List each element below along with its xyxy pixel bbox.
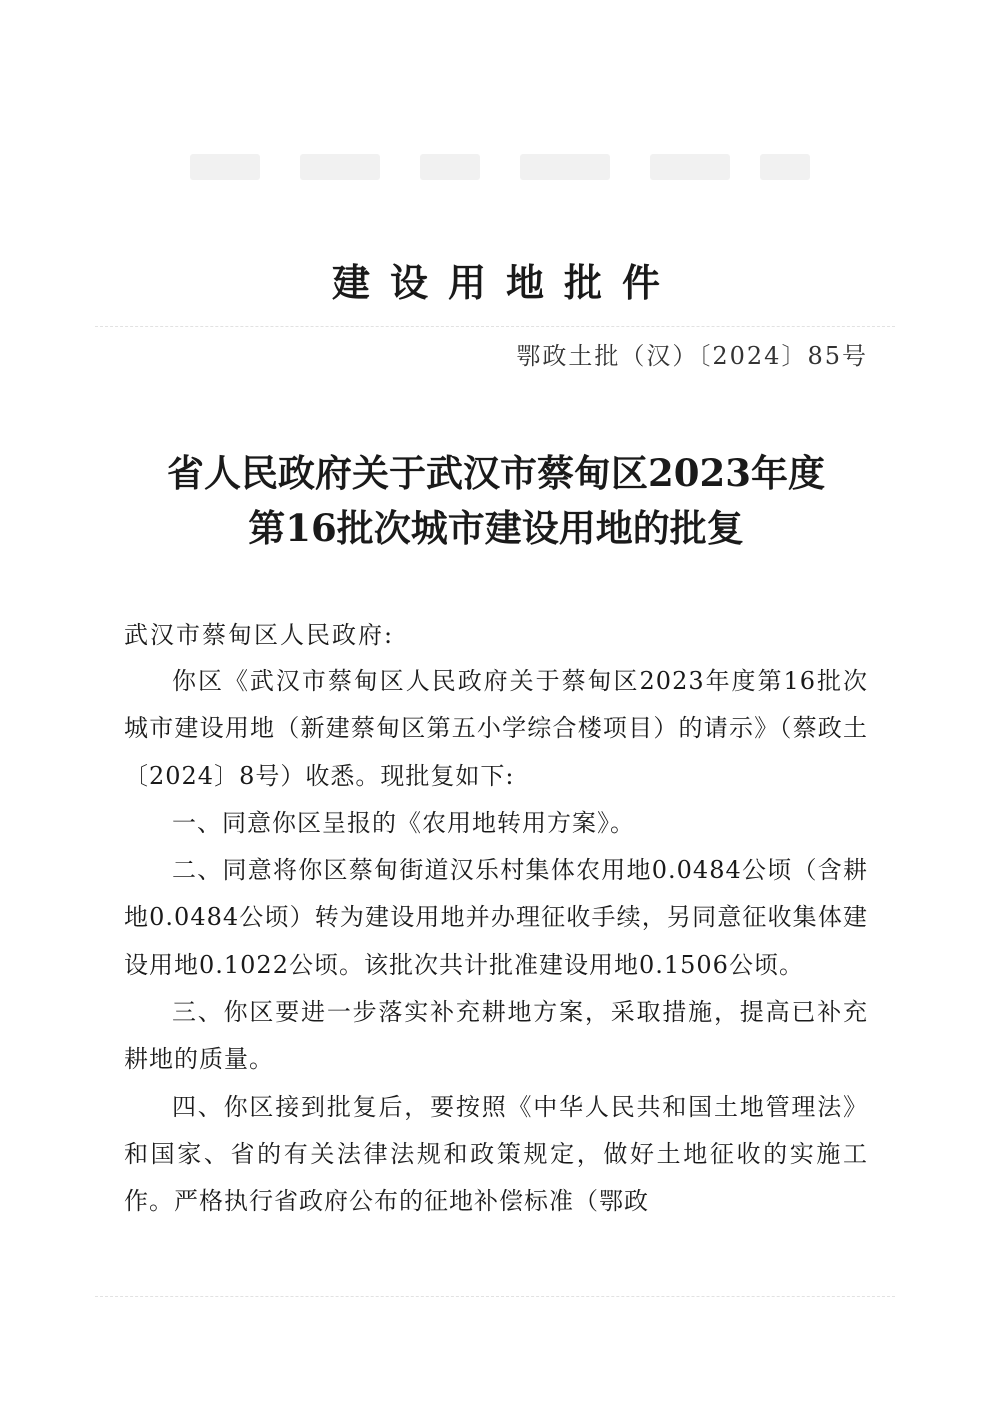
paragraph-item-4: 四、你区接到批复后，要按照《中华人民共和国土地管理法》和国家、省的有关法律法规和政策规定，做好土地征收的实施工作。严格执行省政府公布的征地补偿标准（鄂政 — [124, 1092, 868, 1216]
faded-letterhead — [0, 140, 992, 200]
paragraph-intro: 你区《武汉市蔡甸区人民政府关于蔡甸区2023年度第16批次城市建设用地（新建蔡甸区第五小学综合楼项目）的请示》（蔡政土〔2024〕8号）收悉。现批复如下: — [124, 667, 868, 790]
document-number: 鄂政土批（汉）〔2024〕85号 — [516, 342, 868, 370]
paragraph-item-2: 二、同意将你区蔡甸街道汉乐村集体农用地0.0484公顷（含耕地0.0484公顷）转为建设用地并办理征收手续，另同意征收集体建设用地0.1022公顷。该批次共计批准建设用地0.1506公顷。 — [124, 856, 868, 979]
paragraph-item-1: 一、同意你区呈报的《农用地转用方案》。 — [172, 808, 635, 837]
paragraph-item-3: 三、你区要进一步落实补充耕地方案，采取措施，提高已补充耕地的质量。 — [124, 998, 868, 1074]
footer-divider — [95, 1296, 895, 1297]
body-text — [124, 658, 868, 1226]
document-type-heading: 建设用地批件 — [331, 261, 680, 305]
salutation: 武汉市蔡甸区人民政府: — [124, 621, 395, 649]
header-divider — [95, 326, 895, 327]
main-title — [0, 446, 992, 556]
title-line-2: 第16批次城市建设用地的批复 — [248, 506, 744, 550]
title-line-1: 省人民政府关于武汉市蔡甸区2023年度 — [167, 451, 825, 495]
